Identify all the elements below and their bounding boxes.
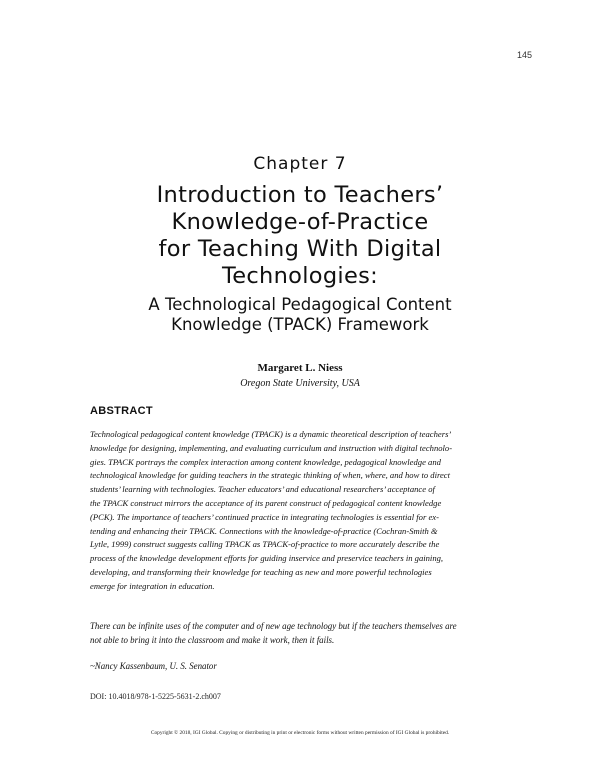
abstract-line: gies. TPACK portrays the complex interaction among content knowledge, pedagogical knowledge and: [90, 456, 441, 467]
abstract-line: developing, and transforming their knowledge for teaching as new and more powerful technologies: [90, 566, 432, 577]
abstract-line: students’ learning with technologies. Teacher educators’ and educational researchers’ acceptance of: [90, 484, 435, 495]
abstract-line: tending and enhancing their TPACK. Connections with the knowledge-of-practice (Cochran-Smith &: [90, 525, 438, 536]
author-name: Margaret L. Niess: [257, 362, 343, 374]
abstract-heading: ABSTRACT: [90, 405, 153, 417]
copyright-notice: Copyright © 2018, IGI Global. Copying or distributing in print or electronic forms without written permission of IGI Global is prohibited.: [150, 730, 450, 736]
epigraph-quote: [90, 620, 530, 647]
abstract-line: emerge for integration in education.: [90, 580, 215, 591]
abstract-line: process of the knowledge development efforts for guiding inservice and preservice teachers in gaining,: [90, 553, 444, 564]
epigraph-attribution: ~Nancy Kassenbaum, U. S. Senator: [90, 661, 217, 671]
doi: DOI: 10.4018/978-1-5225-5631-2.ch007: [90, 692, 221, 701]
chapter-subtitle: [60, 295, 540, 335]
chapter-subtitle-line: Knowledge (TPACK) Framework: [171, 315, 429, 334]
abstract-line: knowledge for designing, implementing, and evaluating curriculum and instruction with digital technolo-: [90, 442, 453, 453]
chapter-subtitle-line: A Technological Pedagogical Content: [148, 295, 452, 314]
abstract-line: technological knowledge for guiding teachers in the strategic thinking of when, where, and how to direct: [90, 470, 451, 481]
abstract-line: the TPACK construct mirrors the acceptance of its parent construct of pedagogical content knowledge: [90, 497, 442, 508]
abstract-line: Lytle, 1999) construct suggests calling TPACK as TPACK-of-practice to more accurately describe the: [90, 539, 440, 550]
chapter-title-line: for Teaching With Digital: [158, 236, 442, 262]
chapter-title-line: Knowledge-of-Practice: [171, 209, 429, 235]
author-block: [0, 362, 600, 390]
epigraph-line: There can be infinite uses of the computer and of new age technology but if the teachers themselves are: [90, 621, 457, 631]
chapter-label: Chapter 7: [253, 154, 347, 174]
page-number: 145: [516, 50, 532, 60]
abstract-line: Technological pedagogical content knowledge (TPACK) is a dynamic theoretical description of teachers’: [90, 429, 452, 439]
chapter-title-line: Introduction to Teachers’: [156, 182, 444, 208]
epigraph-line: not able to bring it into the classroom and make it work, then it fails.: [90, 634, 335, 645]
abstract-line: (PCK). The importance of teachers’ continued practice in integrating technologies is essential for ex-: [90, 511, 439, 522]
chapter-title-line: Technologies:: [221, 263, 379, 289]
author-affiliation: Oregon State University, USA: [240, 378, 360, 389]
chapter-title: [60, 182, 540, 290]
abstract-body: [90, 428, 530, 594]
